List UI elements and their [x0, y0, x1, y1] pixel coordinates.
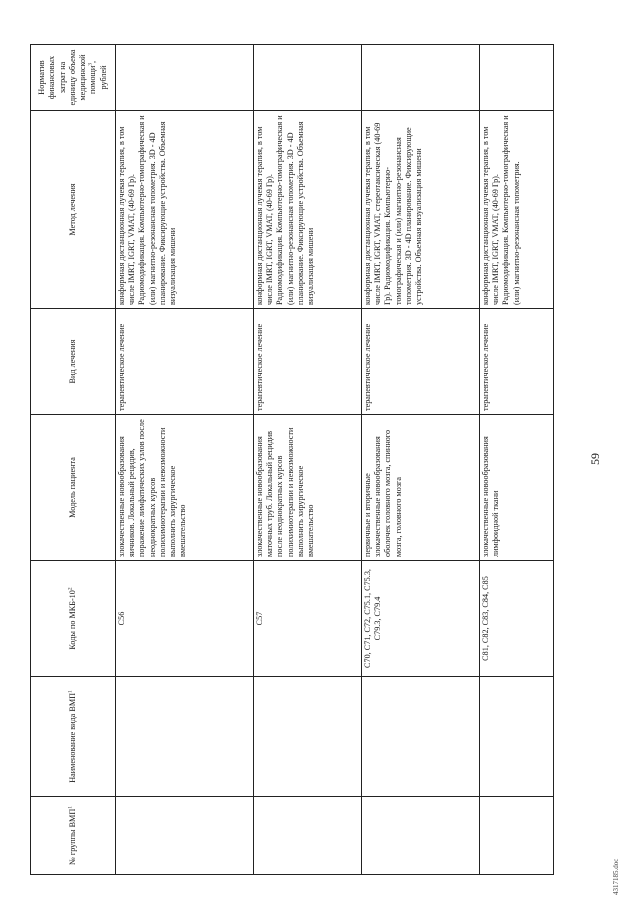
cell-treatment: терапевтическое лечение — [480, 309, 554, 415]
page-number: 59 — [588, 453, 602, 465]
table-row — [480, 45, 554, 875]
table-row — [254, 45, 362, 875]
cell-codes: C70, C71, C72, C75.1, C75.3, C79.3, C79.4 — [362, 561, 480, 677]
table-row — [362, 45, 480, 875]
cell-group — [254, 797, 362, 875]
cell-method: конформная дистанционная лучевая терапия, в том числе IMRT, IGRT, VMAT, (40-69 Гр). Радиомодификация. Компьютерно-томографическая и (или) магнитно-резонансная топометрия. — [480, 111, 554, 309]
cell-model: злокачественные новообразования яичников. Локальный рецидив, поражение лимфатических узлов после неоднократных курсов полихимиотерапии и невозможности выполнить хирургическое вмешательство — [116, 415, 254, 561]
header-treatment: Вид лечения — [31, 309, 116, 415]
cell-name — [254, 677, 362, 797]
cell-cost — [480, 45, 554, 111]
cell-cost — [362, 45, 480, 111]
cell-codes: C57 — [254, 561, 362, 677]
cell-treatment: терапевтическое лечение — [116, 309, 254, 415]
header-codes: Коды по МКБ-$10^2$ — [31, 561, 116, 677]
header-name: Наименование вида ВМП$^1$ — [31, 677, 116, 797]
cell-name — [116, 677, 254, 797]
header-method: Метод лечения — [31, 111, 116, 309]
cell-method: конформная дистанционная лучевая терапия, в том числе IMRT, IGRT, VMAT, (40-69 Гр). Радиомодификация. Компьютерно-томографическая и (или) магнитно-резонансная топометрия. 3D - 4D планирование. Фиксирующие устройства. Объемная визуализация мишени — [254, 111, 362, 309]
cell-group — [362, 797, 480, 875]
document-footer: 4317185.doc — [612, 858, 620, 895]
cell-treatment: терапевтическое лечение — [254, 309, 362, 415]
cell-method: конформная дистанционная лучевая терапия, в том числе IMRT, IGRT, VMAT, (40-69 Гр). Радиомодификация. Компьютерно-томографическая и (или) магнитно-резонансная топометрия. 3D - 4D планирование. Фиксирующие устройства. Объемная визуализация мишени — [116, 111, 254, 309]
header-group: № группы ВМП$^1$ — [31, 797, 116, 875]
cell-name — [362, 677, 480, 797]
cell-name — [480, 677, 554, 797]
cell-treatment: терапевтическое лечение — [362, 309, 480, 415]
cell-cost — [116, 45, 254, 111]
cell-cost — [254, 45, 362, 111]
cell-model: злокачественные новообразования лимфоидной ткани — [480, 415, 554, 561]
table-row — [116, 45, 254, 875]
cell-model: злокачественные новообразования маточных труб. Локальный рецидив после неоднократных курсов полихимиотерапии и невозможности выполнить хирургическое вмешательство — [254, 415, 362, 561]
treatment-table — [30, 44, 554, 875]
table-header-row — [31, 45, 116, 875]
cell-codes: C56 — [116, 561, 254, 677]
cell-model: первичные и вторичные злокачественные новообразования оболочек головного мозга, спинного мозга, головного мозга — [362, 415, 480, 561]
cell-group — [116, 797, 254, 875]
cell-codes: C81, C82, C83, C84, C85 — [480, 561, 554, 677]
header-model: Модель пациента — [31, 415, 116, 561]
header-cost: Норматив финансовых затрат на единицу объема медицинской помощи$^3$, рублей — [31, 45, 116, 111]
cell-method: конформная дистанционная лучевая терапия, в том числе IMRT, IGRT, VMAT, стереотаксическая (40-69 Гр). Радиомодификация. Компьютерно-томографическая и (или) магнитно-резонансная топометрия. 3D - 4D планирование. Фиксирующие устройства. Объемная визуализация мишени — [362, 111, 480, 309]
cell-group — [480, 797, 554, 875]
